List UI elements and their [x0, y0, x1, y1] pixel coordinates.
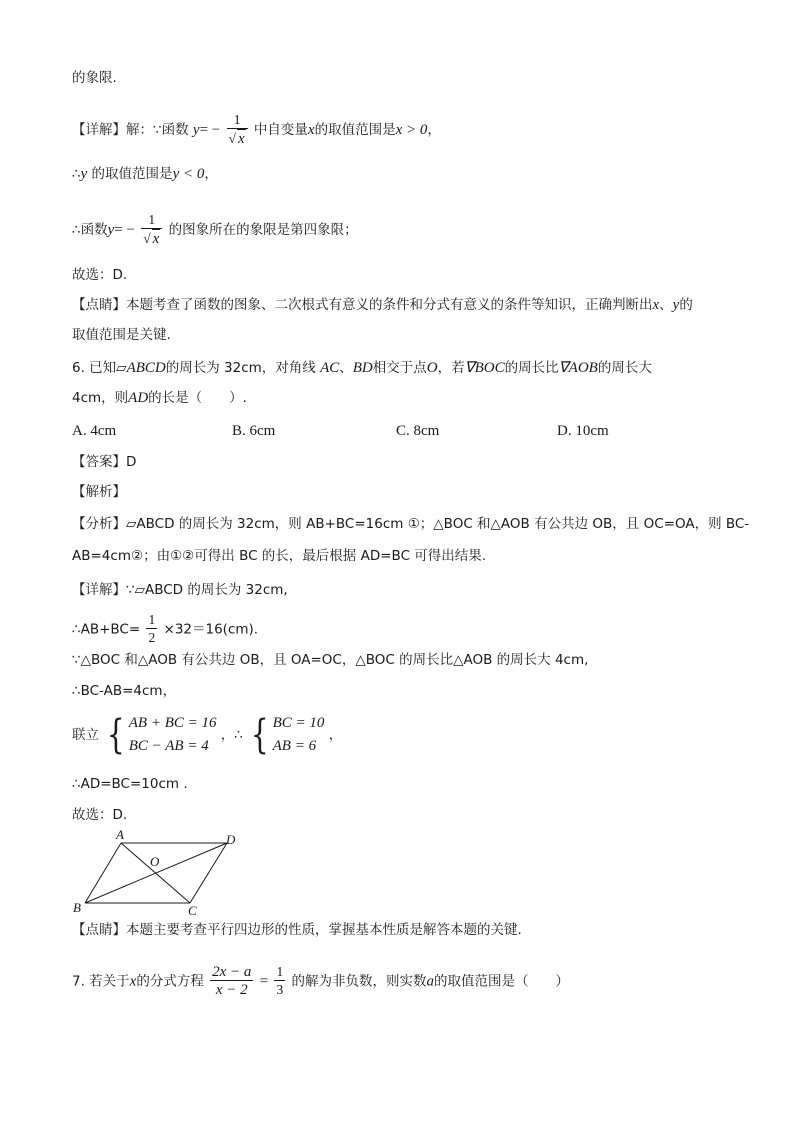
equation-system: { BC = 10 AB = 6	[251, 712, 325, 758]
diagonal-bd	[85, 843, 227, 903]
analysis-heading	[72, 482, 126, 502]
text-line: ∴BC-AB=4cm，	[72, 683, 177, 699]
section-tag: 【答案】	[72, 454, 126, 470]
text-line: 取值范围是关键.	[72, 327, 171, 343]
answer-value: D	[126, 454, 137, 470]
question-6-line2: 4cm，则AD的长是（ ）.	[72, 390, 247, 406]
text-line: AB=4cm②；由①②可得出 BC 的长，最后根据 AD=BC 可得出结果.	[72, 548, 487, 564]
option-a: A. 4cm	[72, 423, 117, 439]
section-tag: 【解析】	[72, 484, 126, 500]
fenxi-line: 【分析】▱ABCD 的周长为 32cm，则 AB+BC=16cm ①；△BOC 和△AOB 有公共边 OB，且 OC=OA，则 BC-	[72, 516, 750, 532]
parallelogram-figure	[70, 826, 250, 918]
section-tag: 【点睛】	[72, 297, 126, 313]
option-d: D. 10cm	[557, 423, 609, 439]
label-o: O	[150, 854, 160, 869]
options-row	[72, 421, 722, 441]
text-line: 故选：D.	[72, 267, 128, 283]
text-line: ∴AB+BC= $\frac{1}{2}$ ×32＝16(cm).	[72, 612, 259, 645]
edge-cd	[190, 843, 227, 903]
text-line: ∴函数y= − $\frac{1}{√ x}$ 的图象所在的象限是第四象限；	[72, 212, 358, 247]
section-tag: 【详解】	[72, 582, 126, 598]
section-tag: 【点睛】	[72, 922, 126, 938]
fraction: $\frac{2x - a}{x - 2}$	[212, 964, 252, 998]
text-line: ∵△BOC 和△AOB 有公共边 OB，且 OA=OC，△BOC 的周长比△AOB 的周长大 4cm,	[72, 652, 589, 668]
detail-line: 【详解】解：∵函数 y= − $\frac{1}{√ x}$ 中自变量x的取值范围是x > 0，	[72, 112, 441, 147]
answer-line	[72, 452, 136, 472]
text-line: 故选：D.	[72, 807, 128, 823]
option-c: C. 8cm	[396, 423, 440, 439]
label-c: C	[188, 903, 197, 918]
remark-line: 【点睛】本题考查了函数的图象、二次根式有意义的条件和分式有意义的条件等知识，正确判断出x、y的	[72, 297, 693, 313]
equation-system-line: 联立 { AB + BC = 16 BC − AB = 4 ，∴ { BC = 10 AB = 6 ，	[72, 712, 343, 758]
section-tag: 【详解】	[72, 122, 126, 138]
detail-line: 【详解】∵▱ABCD 的周长为 32cm,	[72, 582, 288, 598]
label-d: D	[226, 832, 236, 847]
remark-line: 【点睛】本题主要考查平行四边形的性质，掌握基本性质是解答本题的关键.	[72, 922, 522, 938]
text-line: 的象限.	[72, 70, 117, 86]
text-line: ∴y 的取值范围是y < 0，	[72, 166, 218, 182]
edge-ab	[85, 843, 121, 903]
fraction: $\frac{1}{2}$	[148, 612, 156, 645]
equation-system: { AB + BC = 16 BC − AB = 4	[107, 712, 217, 758]
label-a: A	[116, 827, 124, 842]
fraction: $\frac{1}{3}$	[276, 964, 284, 997]
option-b: B. 6cm	[232, 423, 276, 439]
fraction: $\frac{1}{√ x}$	[227, 112, 248, 148]
section-tag: 【分析】	[72, 516, 126, 532]
question-6: 6. 已知▱ABCD的周长为 32cm，对角线 AC、BD相交于点O，若∇BOC的周长比∇AOB的周长大	[72, 360, 652, 376]
label-b: B	[73, 900, 81, 915]
question-7: 7. 若关于x的分式方程 $\frac{2x - a}{x - 2}$ = $\frac{1}{3}$ 的解为非负数，则实数a的取值范围是（ ）	[72, 964, 570, 998]
text-line: ∴AD=BC=10cm .	[72, 776, 188, 792]
fraction: $\frac{1}{√ x}$	[141, 212, 162, 248]
